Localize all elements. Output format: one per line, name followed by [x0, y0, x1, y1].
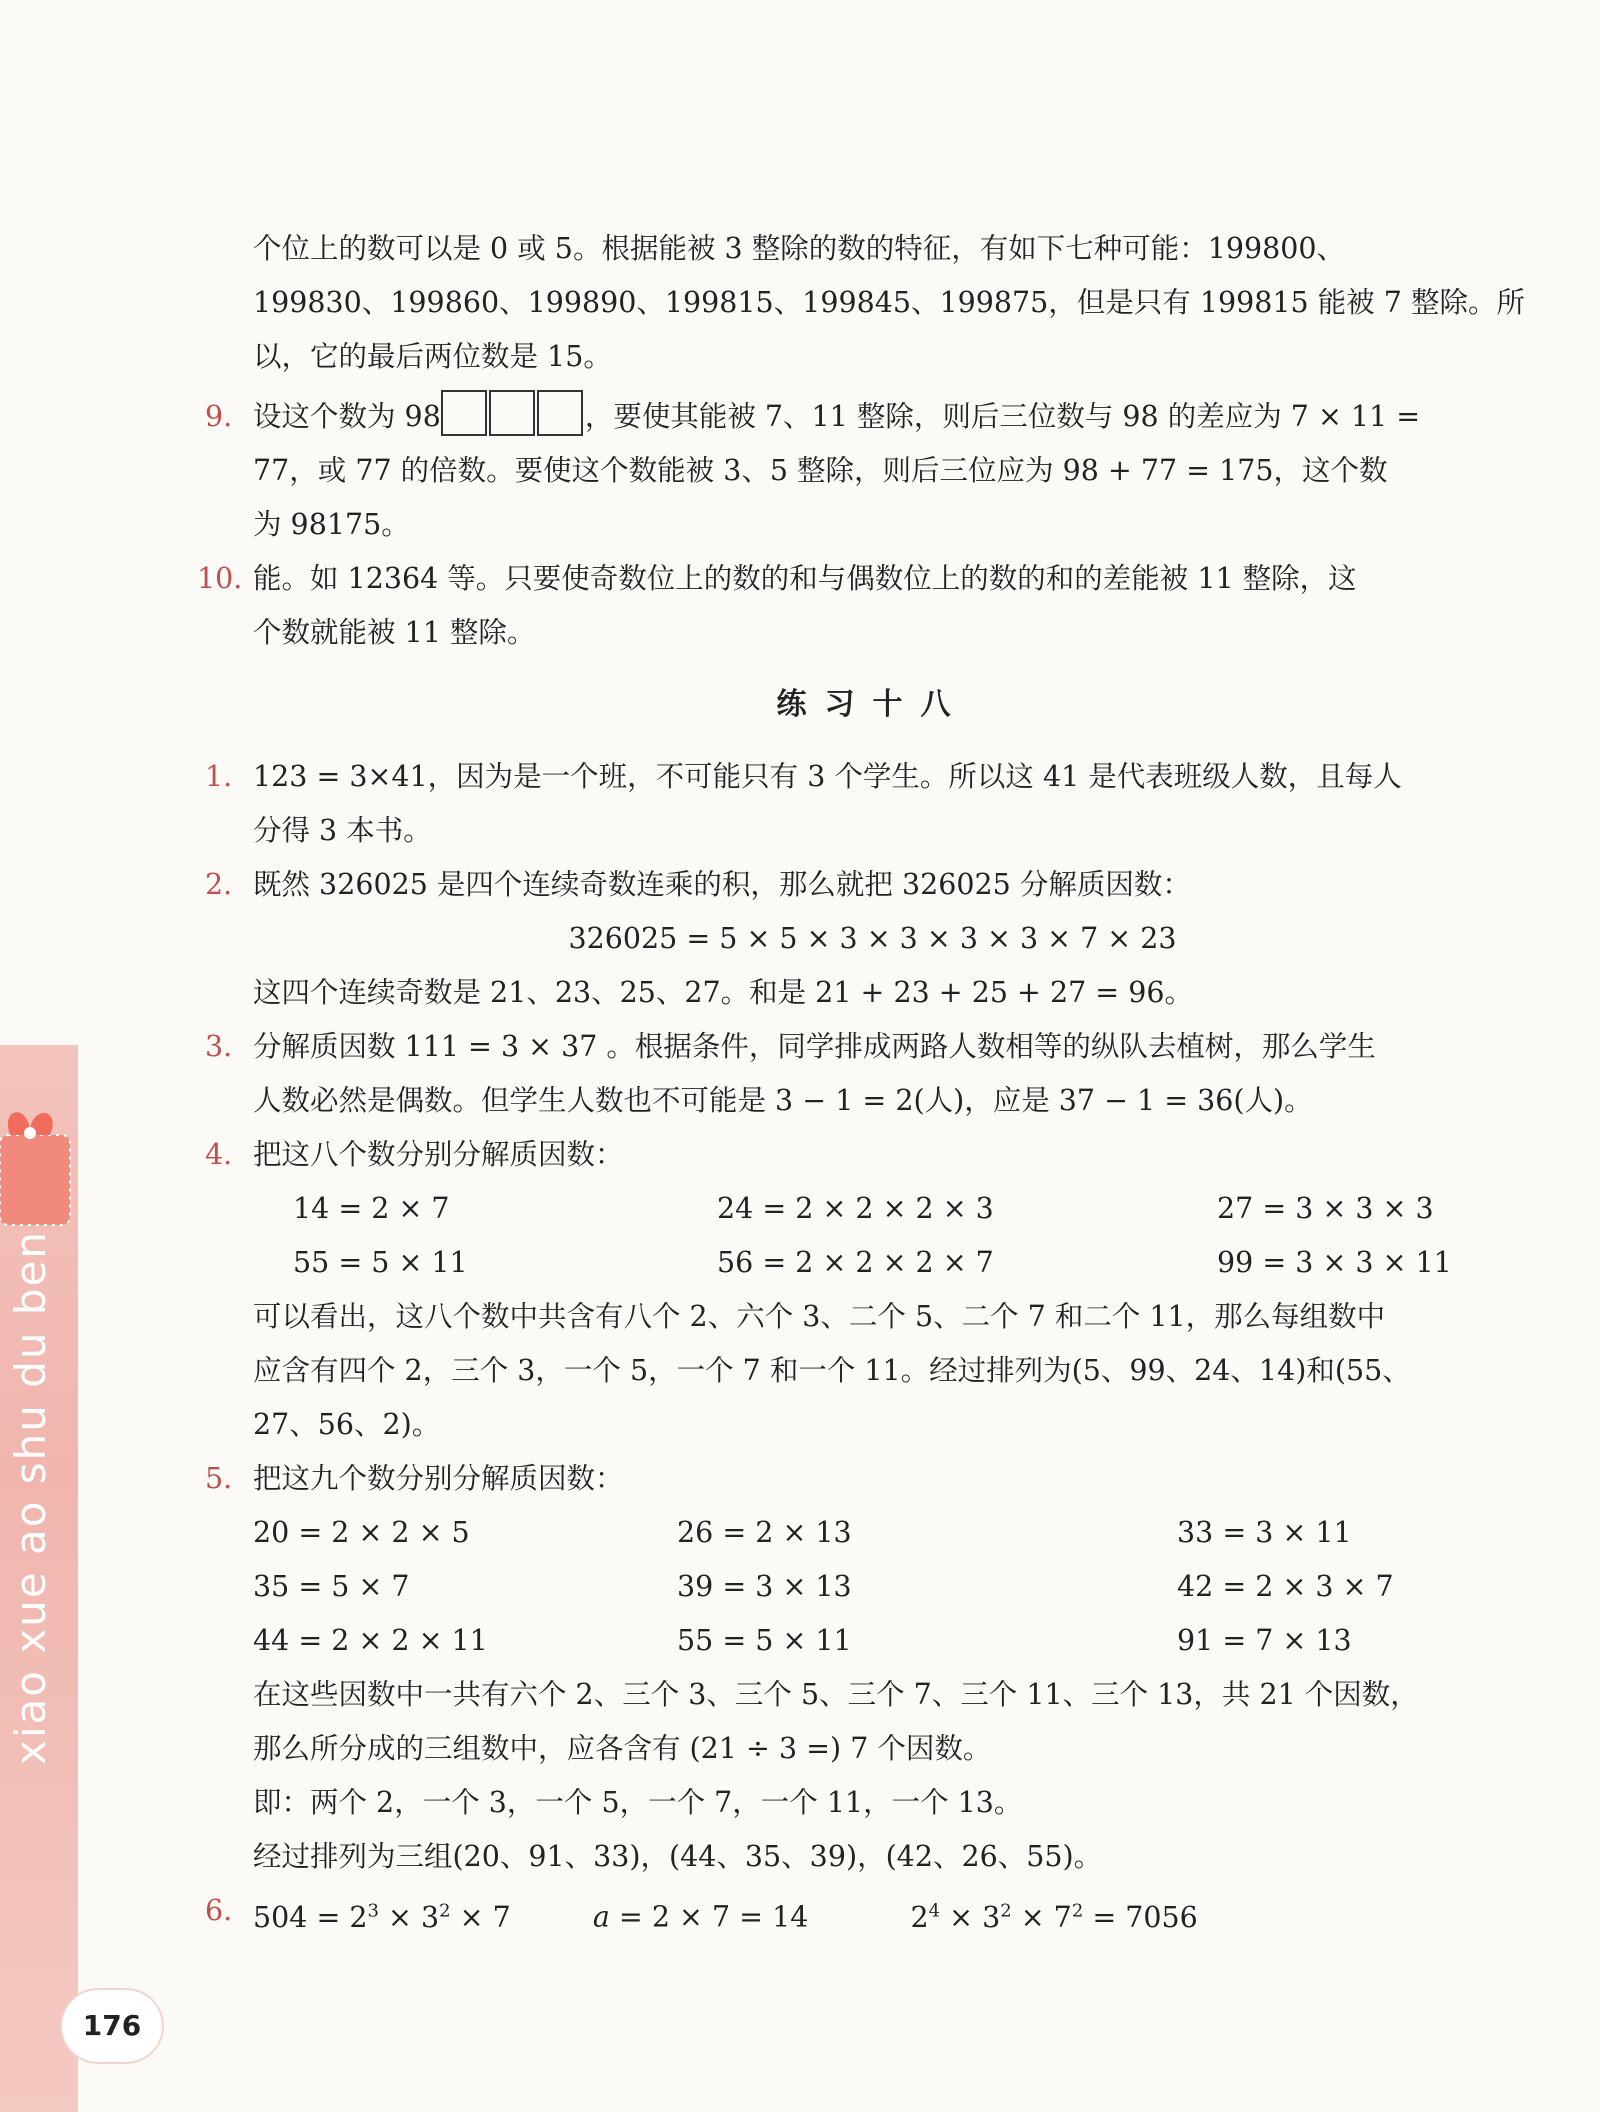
text-line: 经过排列为三组(20、91、33)，(44、35、39)，(42、26、55)。 — [253, 1840, 1103, 1873]
blank-box — [441, 390, 487, 436]
factor-cell: 99 = 3 × 3 × 11 — [1217, 1246, 1452, 1279]
factor-cell: 55 = 5 × 11 — [677, 1624, 852, 1657]
blank-box — [489, 390, 535, 436]
text-line: 77，或 77 的倍数。要使这个数能被 3、5 整除，则后三位应为 98 + 77 = 175，这个数 — [253, 454, 1388, 487]
item-number: 2. — [205, 868, 233, 901]
factor-cell: 42 = 2 × 3 × 7 — [1177, 1570, 1394, 1603]
factor-cell: 35 = 5 × 7 — [253, 1570, 410, 1603]
text-line: 这四个连续奇数是 21、23、25、27。和是 21 + 23 + 25 + 27 = 96。 — [253, 976, 1194, 1009]
text-line: 应含有四个 2，三个 3，一个 5，一个 7 和一个 11。经过排列为(5、99、24、14)和(55、 — [253, 1354, 1411, 1387]
answer-item-2 — [205, 858, 1540, 1020]
factor-cell: 91 = 7 × 13 — [1177, 1624, 1352, 1657]
gift-box-icon — [0, 1095, 82, 1235]
item-number: 10. — [197, 562, 243, 595]
equation: 326025 = 5 × 5 × 3 × 3 × 3 × 3 × 7 × 23 — [568, 922, 1177, 955]
text-line: 可以看出，这八个数中共含有八个 2、六个 3、二个 5、二个 7 和二个 11，那么每组数中 — [253, 1300, 1386, 1333]
item-number: 9. — [205, 400, 233, 433]
section-title: 练习十八 — [776, 687, 969, 722]
factor-cell: 27 = 3 × 3 × 3 — [1217, 1192, 1434, 1225]
equation-part: $504 = 2^3 \times 3^2 \times 7$ — [253, 1900, 511, 1934]
factor-cell: 26 = 2 × 13 — [677, 1516, 852, 1549]
text-line: 即：两个 2，一个 3，一个 5，一个 7，一个 11，一个 13。 — [253, 1786, 1023, 1819]
text-line: 个位上的数可以是 0 或 5。根据能被 3 整除的数的特征，有如下七种可能：199800、 — [253, 232, 1345, 265]
answer-item-1 — [205, 750, 1540, 858]
item-number: 5. — [205, 1462, 233, 1495]
text-line: 既然 326025 是四个连续奇数连乘的积，那么就把 326025 分解质因数： — [253, 868, 1191, 901]
text-line: 把这九个数分别分解质因数： — [253, 1462, 624, 1495]
factor-cell: 24 = 2 × 2 × 2 × 3 — [717, 1192, 994, 1225]
factor-table — [253, 1506, 1540, 1668]
factor-cell: 39 = 3 × 13 — [677, 1570, 852, 1603]
text-line: 把这八个数分别分解质因数： — [253, 1138, 624, 1171]
text-line: 个数就能被 11 整除。 — [253, 616, 536, 649]
item-number: 4. — [205, 1138, 233, 1171]
text-line: 123 = 3×41，因为是一个班，不可能只有 3 个学生。所以这 41 是代表班级人数，且每人 — [253, 760, 1402, 793]
text-line: 在这些因数中一共有六个 2、三个 3、三个 5、三个 7、三个 11、三个 13，共 21 个因数， — [253, 1678, 1419, 1711]
item-number: 6. — [205, 1894, 233, 1927]
answer-item-3 — [205, 1020, 1540, 1128]
factor-table — [253, 1182, 1540, 1290]
text-line: 分解质因数 111 = 3 × 37 。根据条件，同学排成两路人数相等的纵队去植树，那么学生 — [253, 1030, 1376, 1063]
answer-item-5 — [205, 1452, 1540, 1884]
text-line: 分得 3 本书。 — [253, 814, 432, 847]
answer-item-6 — [205, 1884, 1540, 1945]
side-vertical-text: xiao xue ao shu du ben — [6, 1230, 55, 1765]
page-number: 176 — [62, 1990, 162, 2062]
text-line: 设这个数为 98 — [253, 400, 441, 433]
text-line: 能。如 12364 等。只要使奇数位上的数的和与偶数位上的数的和的差能被 11 整除，这 — [253, 562, 1357, 595]
answer-item-9 — [205, 390, 1540, 552]
answer-content — [197, 222, 1540, 1945]
factor-cell: 14 = 2 × 7 — [293, 1192, 450, 1225]
factor-cell: 33 = 3 × 11 — [1177, 1516, 1352, 1549]
text-line: 以，它的最后两位数是 15。 — [253, 340, 612, 373]
factor-cell: 44 = 2 × 2 × 11 — [253, 1624, 488, 1657]
factor-cell: 20 = 2 × 2 × 5 — [253, 1516, 470, 1549]
item-number: 1. — [205, 760, 233, 793]
text-line: 27、56、2)。 — [253, 1408, 441, 1441]
answer-item-4 — [205, 1128, 1540, 1452]
blank-box — [537, 390, 583, 436]
text-line: ，要使其能被 7、11 整除，则后三位数与 98 的差应为 7 × 11 = — [584, 400, 1421, 433]
text-line: 人数必然是偶数。但学生人数也不可能是 3 − 1 = 2(人)，应是 37 − 1 = 36(人)。 — [253, 1084, 1313, 1117]
text-line: 那么所分成的三组数中，应各含有 (21 ÷ 3 =) 7 个因数。 — [253, 1732, 992, 1765]
prev-intro — [205, 222, 1540, 384]
text-line: 为 98175。 — [253, 508, 410, 541]
factor-cell: 55 = 5 × 11 — [293, 1246, 468, 1279]
factor-cell: 56 = 2 × 2 × 2 × 7 — [717, 1246, 994, 1279]
text-line: 199830、199860、199890、199815、199845、199875，但是只有 199815 能被 7 整除。所 — [253, 286, 1525, 319]
equation-part: a = 2 × 7 = 14 — [592, 1900, 809, 1934]
answer-item-10 — [197, 552, 1540, 660]
item-number: 3. — [205, 1030, 233, 1063]
equation-part: $2^4 \times 3^2 \times 7^2 = 7056$ — [910, 1900, 1198, 1934]
